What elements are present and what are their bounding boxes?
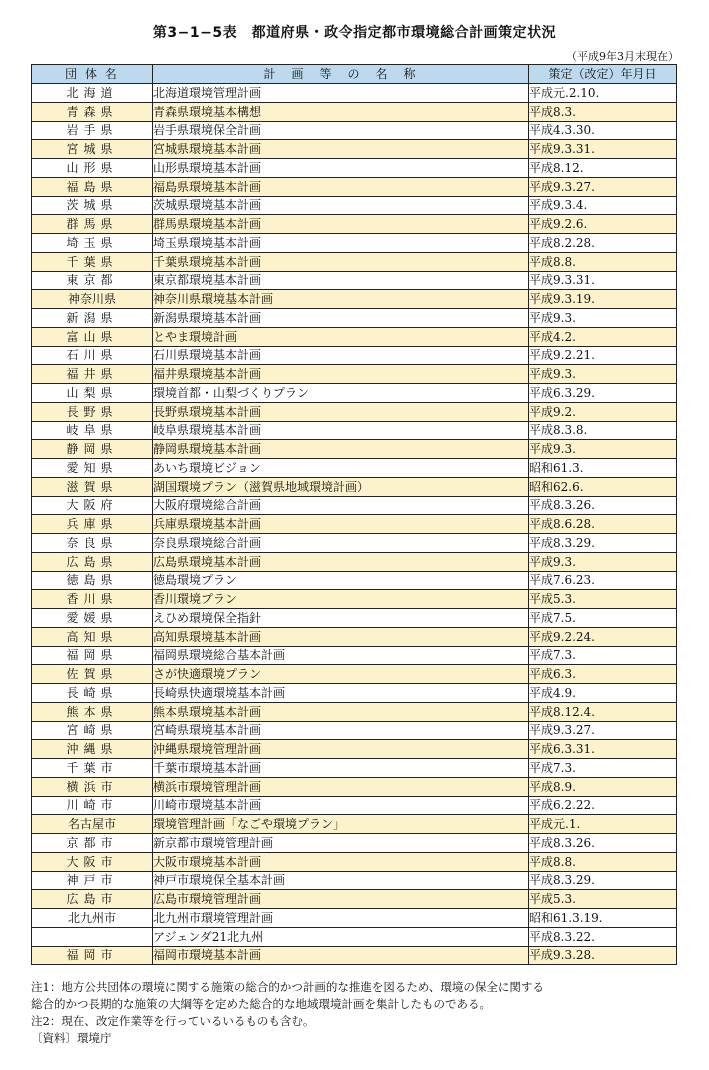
plan-name-cell: 高知県環境基本計画 <box>153 627 529 646</box>
plan-name-cell: 長野県環境基本計画 <box>153 402 529 421</box>
table-row <box>32 271 677 290</box>
notes <box>31 979 691 1047</box>
date-cell: 平成6.3. <box>529 665 677 684</box>
org-cell: 北九州市 <box>32 909 153 928</box>
as-of-date: （平成9年3月末現在） <box>566 50 679 63</box>
date-cell: 平成9.2.6. <box>529 215 677 234</box>
table-row <box>32 890 677 909</box>
plan-name-cell: 北海道環境管理計画 <box>153 84 529 103</box>
date-cell: 平成7.3. <box>529 646 677 665</box>
plan-name-cell: 千葉県環境基本計画 <box>153 252 529 271</box>
date-cell: 平成7.3. <box>529 759 677 778</box>
plan-name-cell: 新京都市環境管理計画 <box>153 834 529 853</box>
plan-name-cell: 福岡県環境総合基本計画 <box>153 646 529 665</box>
org-cell: 長野県 <box>32 402 153 421</box>
date-cell: 平成8.9. <box>529 777 677 796</box>
org-cell: 青森県 <box>32 102 153 121</box>
plan-name-cell: 神戸市環境保全基本計画 <box>153 871 529 890</box>
org-cell: 兵庫県 <box>32 515 153 534</box>
org-cell: 富山県 <box>32 327 153 346</box>
org-cell: 山形県 <box>32 159 153 178</box>
org-cell: 奈良県 <box>32 534 153 553</box>
org-cell: 高知県 <box>32 627 153 646</box>
date-cell: 平成4.3.30. <box>529 121 677 140</box>
table-row <box>32 609 677 628</box>
plan-name-cell: 大阪市環境基本計画 <box>153 852 529 871</box>
plan-name-cell: 徳島環境プラン <box>153 571 529 590</box>
table-row <box>32 927 677 946</box>
table-row <box>32 909 677 928</box>
org-cell: 佐賀県 <box>32 665 153 684</box>
table-row <box>32 834 677 853</box>
table-row <box>32 196 677 215</box>
date-cell: 平成8.8. <box>529 252 677 271</box>
org-cell <box>32 927 153 946</box>
org-cell: 大阪市 <box>32 852 153 871</box>
table-row <box>32 759 677 778</box>
table-row <box>32 534 677 553</box>
plan-name-cell: 横浜市環境管理計画 <box>153 777 529 796</box>
table-row <box>32 721 677 740</box>
table-row <box>32 515 677 534</box>
plan-name-cell: アジェンダ21北九州 <box>153 927 529 946</box>
org-cell: 静岡県 <box>32 440 153 459</box>
plan-name-cell: 長崎県快適環境基本計画 <box>153 684 529 703</box>
plan-name-cell: 岩手県環境保全計画 <box>153 121 529 140</box>
table-row <box>32 346 677 365</box>
org-cell: 宮城県 <box>32 140 153 159</box>
date-cell: 平成8.3.29. <box>529 871 677 890</box>
org-cell: 福島県 <box>32 177 153 196</box>
source-note: 〔資料〕環境庁 <box>31 1031 112 1045</box>
date-cell: 平成9.2.21. <box>529 346 677 365</box>
org-cell: 福井県 <box>32 365 153 384</box>
table-row <box>32 459 677 478</box>
table-row <box>32 740 677 759</box>
table-row <box>32 627 677 646</box>
plan-name-cell: 静岡県環境基本計画 <box>153 440 529 459</box>
plan-name-cell: さが快適環境プラン <box>153 665 529 684</box>
plan-name-cell: 沖縄県環境管理計画 <box>153 740 529 759</box>
date-cell: 平成6.2.22. <box>529 796 677 815</box>
table-row <box>32 234 677 253</box>
plan-name-cell: とやま環境計画 <box>153 327 529 346</box>
plan-name-cell: あいち環境ビジョン <box>153 459 529 478</box>
table-row <box>32 215 677 234</box>
table-row <box>32 309 677 328</box>
plan-name-cell: えひめ環境保全指針 <box>153 609 529 628</box>
org-cell: 横浜市 <box>32 777 153 796</box>
org-cell: 北海道 <box>32 84 153 103</box>
date-cell: 平成9.3.4. <box>529 196 677 215</box>
table-row <box>32 702 677 721</box>
date-cell: 平成9.3. <box>529 365 677 384</box>
org-cell: 埼玉県 <box>32 234 153 253</box>
table-row <box>32 102 677 121</box>
table-row <box>32 402 677 421</box>
table-row <box>32 290 677 309</box>
plan-name-cell: 広島市環境管理計画 <box>153 890 529 909</box>
note-1-line-1: 注1：地方公共団体の環境に関する施策の総合的かつ計画的な推進を図るため、環境の保全に関する <box>31 980 544 994</box>
org-cell: 長崎県 <box>32 684 153 703</box>
table-row <box>32 177 677 196</box>
org-cell: 香川県 <box>32 590 153 609</box>
header-plan: 計 画 等 の 名 称 <box>153 65 529 84</box>
date-cell: 平成8.12. <box>529 159 677 178</box>
org-cell: 広島市 <box>32 890 153 909</box>
org-cell: 石川県 <box>32 346 153 365</box>
date-cell: 平成8.8. <box>529 852 677 871</box>
plan-name-cell: 岐阜県環境基本計画 <box>153 421 529 440</box>
date-cell: 平成9.3.28. <box>529 946 677 965</box>
date-cell: 平成8.3.22. <box>529 927 677 946</box>
plan-name-cell: 湖国環境プラン（滋賀県地域環境計画） <box>153 477 529 496</box>
org-cell: 徳島県 <box>32 571 153 590</box>
org-cell: 岐阜県 <box>32 421 153 440</box>
plan-name-cell: 北九州市環境管理計画 <box>153 909 529 928</box>
header-org: 団 体 名 <box>32 65 153 84</box>
plan-name-cell: 環境管理計画「なごや環境プラン」 <box>153 815 529 834</box>
plan-name-cell: 福島県環境基本計画 <box>153 177 529 196</box>
plan-name-cell: 福井県環境基本計画 <box>153 365 529 384</box>
table-header-row <box>32 65 677 84</box>
date-cell: 昭和62.6. <box>529 477 677 496</box>
date-cell: 平成5.3. <box>529 890 677 909</box>
header-date: 策定（改定）年月日 <box>529 65 677 84</box>
date-cell: 平成元.1. <box>529 815 677 834</box>
plan-name-cell: 宮崎県環境基本計画 <box>153 721 529 740</box>
plan-name-cell: 大阪府環境総合計画 <box>153 496 529 515</box>
table-row <box>32 496 677 515</box>
plan-name-cell: 川崎市環境基本計画 <box>153 796 529 815</box>
date-cell: 昭和61.3. <box>529 459 677 478</box>
table-row <box>32 552 677 571</box>
date-cell: 平成9.2.24. <box>529 627 677 646</box>
table-row <box>32 384 677 403</box>
table-row <box>32 815 677 834</box>
plan-name-cell: 石川県環境基本計画 <box>153 346 529 365</box>
table-row <box>32 571 677 590</box>
plan-name-cell: 環境首都・山梨づくりプラン <box>153 384 529 403</box>
date-cell: 平成8.3. <box>529 102 677 121</box>
date-cell: 平成8.6.28. <box>529 515 677 534</box>
org-cell: 千葉市 <box>32 759 153 778</box>
plan-name-cell: 神奈川県環境基本計画 <box>153 290 529 309</box>
date-cell: 平成8.3.8. <box>529 421 677 440</box>
plan-name-cell: 宮城県環境基本計画 <box>153 140 529 159</box>
org-cell: 名古屋市 <box>32 815 153 834</box>
date-cell: 平成元.2.10. <box>529 84 677 103</box>
plan-name-cell: 新潟県環境基本計画 <box>153 309 529 328</box>
org-cell: 神戸市 <box>32 871 153 890</box>
plan-name-cell: 福岡市環境基本計画 <box>153 946 529 965</box>
plan-name-cell: 奈良県環境総合計画 <box>153 534 529 553</box>
plan-status-table <box>31 64 677 965</box>
org-cell: 山梨県 <box>32 384 153 403</box>
table-row <box>32 946 677 965</box>
date-cell: 平成9.2. <box>529 402 677 421</box>
date-cell: 平成9.3.19. <box>529 290 677 309</box>
plan-name-cell: 青森県環境基本構想 <box>153 102 529 121</box>
table-row <box>32 365 677 384</box>
table-row <box>32 140 677 159</box>
plan-name-cell: 香川環境プラン <box>153 590 529 609</box>
table-row <box>32 421 677 440</box>
table-row <box>32 646 677 665</box>
date-cell: 平成9.3.31. <box>529 140 677 159</box>
date-cell: 平成8.12.4. <box>529 702 677 721</box>
date-cell: 平成4.9. <box>529 684 677 703</box>
date-cell: 平成8.3.26. <box>529 834 677 853</box>
table-row <box>32 852 677 871</box>
org-cell: 新潟県 <box>32 309 153 328</box>
note-1-line-2: 総合的かつ長期的な施策の大綱等を定めた総合的な地域環境計画を集計したものである。 <box>31 997 491 1011</box>
org-cell: 宮崎県 <box>32 721 153 740</box>
org-cell: 岩手県 <box>32 121 153 140</box>
table-row <box>32 84 677 103</box>
plan-name-cell: 群馬県環境基本計画 <box>153 215 529 234</box>
org-cell: 沖縄県 <box>32 740 153 759</box>
table-row <box>32 121 677 140</box>
table-row <box>32 871 677 890</box>
org-cell: 広島県 <box>32 552 153 571</box>
org-cell: 川崎市 <box>32 796 153 815</box>
date-cell: 平成5.3. <box>529 590 677 609</box>
org-cell: 大阪府 <box>32 496 153 515</box>
date-cell: 平成7.6.23. <box>529 571 677 590</box>
plan-name-cell: 広島県環境基本計画 <box>153 552 529 571</box>
date-cell: 平成8.3.29. <box>529 534 677 553</box>
date-cell: 平成9.3.27. <box>529 177 677 196</box>
date-cell: 平成9.3.27. <box>529 721 677 740</box>
org-cell: 京都市 <box>32 834 153 853</box>
table-row <box>32 777 677 796</box>
org-cell: 神奈川県 <box>32 290 153 309</box>
plan-name-cell: 東京都環境基本計画 <box>153 271 529 290</box>
table-row <box>32 477 677 496</box>
date-cell: 平成6.3.31. <box>529 740 677 759</box>
note-2: 注2：現在、改定作業等を行っているいるものも含む。 <box>31 1014 315 1028</box>
plan-name-cell: 山形県環境基本計画 <box>153 159 529 178</box>
date-cell: 昭和61.3.19. <box>529 909 677 928</box>
table-row <box>32 665 677 684</box>
table-title: 第3−1−5表 都道府県・政令指定都市環境総合計画策定状況 <box>152 25 557 41</box>
date-cell: 平成8.3.26. <box>529 496 677 515</box>
org-cell: 愛媛県 <box>32 609 153 628</box>
org-cell: 千葉県 <box>32 252 153 271</box>
date-cell: 平成4.2. <box>529 327 677 346</box>
table-row <box>32 327 677 346</box>
date-cell: 平成8.2.28. <box>529 234 677 253</box>
org-cell: 茨城県 <box>32 196 153 215</box>
org-cell: 群馬県 <box>32 215 153 234</box>
table-row <box>32 252 677 271</box>
plan-name-cell: 千葉市環境基本計画 <box>153 759 529 778</box>
plan-name-cell: 茨城県環境基本計画 <box>153 196 529 215</box>
table-row <box>32 159 677 178</box>
date-cell: 平成7.5. <box>529 609 677 628</box>
org-cell: 福岡市 <box>32 946 153 965</box>
table-row <box>32 440 677 459</box>
plan-name-cell: 熊本県環境基本計画 <box>153 702 529 721</box>
date-cell: 平成6.3.29. <box>529 384 677 403</box>
org-cell: 熊本県 <box>32 702 153 721</box>
date-cell: 平成9.3. <box>529 440 677 459</box>
table-row <box>32 796 677 815</box>
date-cell: 平成9.3. <box>529 309 677 328</box>
org-cell: 滋賀県 <box>32 477 153 496</box>
org-cell: 福岡県 <box>32 646 153 665</box>
org-cell: 愛知県 <box>32 459 153 478</box>
table-row <box>32 590 677 609</box>
plan-name-cell: 埼玉県環境基本計画 <box>153 234 529 253</box>
table-row <box>32 684 677 703</box>
plan-name-cell: 兵庫県環境基本計画 <box>153 515 529 534</box>
org-cell: 東京都 <box>32 271 153 290</box>
date-cell: 平成9.3.31. <box>529 271 677 290</box>
date-cell: 平成9.3. <box>529 552 677 571</box>
